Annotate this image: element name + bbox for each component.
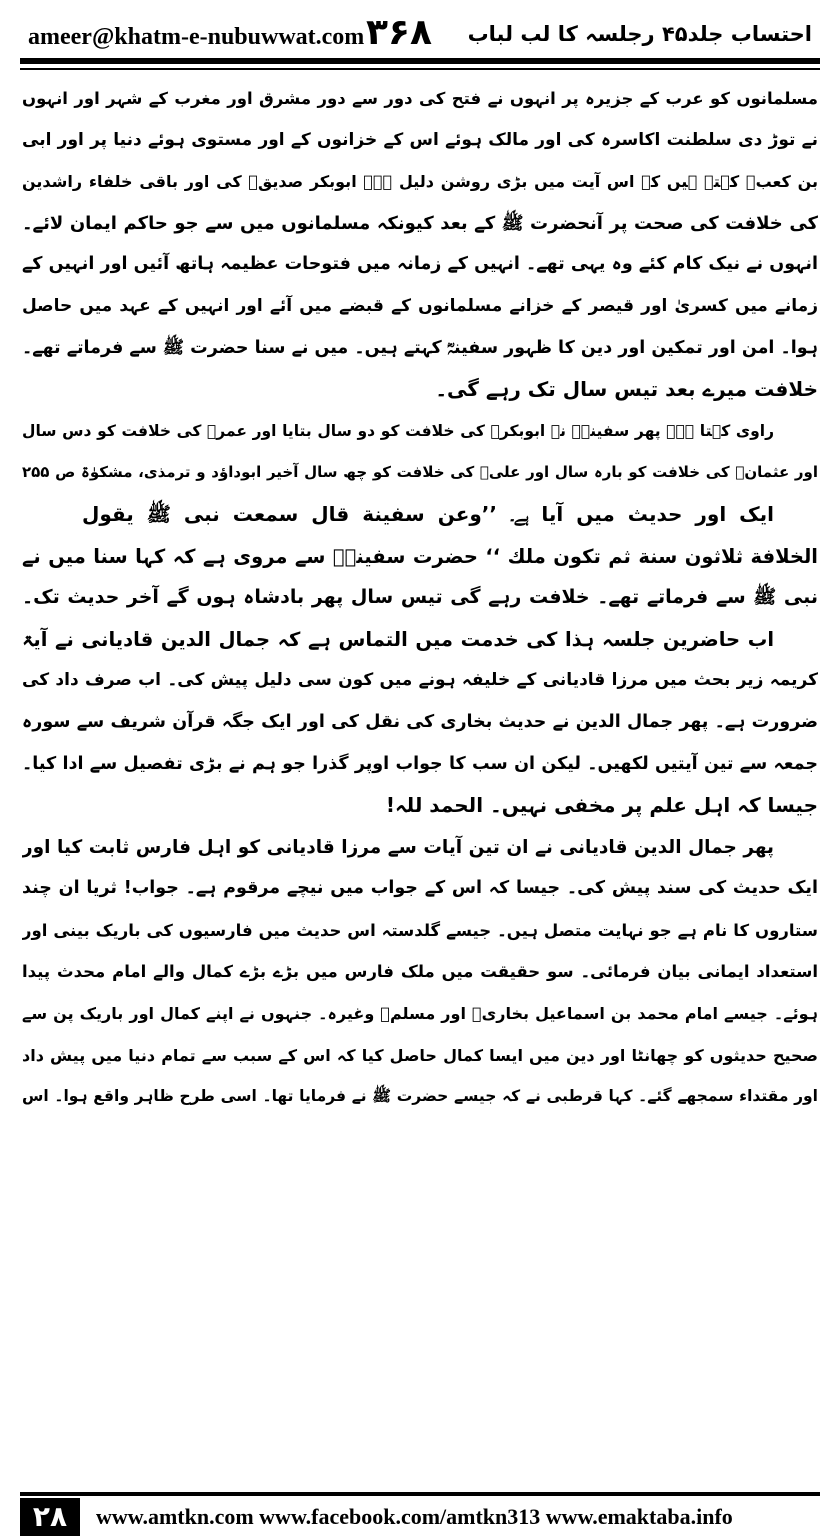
text-line: ایک حدیث کی سند پیش کی۔ جیسا کہ اس کے جواب میں نیچے مرقوم ہے۔ جواب! ثریا ان چند	[22, 878, 818, 899]
page-header	[28, 8, 812, 60]
text-line: استعداد ایمانی بیان فرمائی۔ سو حقیقت میں ملک فارس میں بڑے بڑے کمال والے امام محدث پیدا	[22, 962, 818, 982]
text-line: ہوئے۔ جیسے امام محمد بن اسماعیل بخاریؒ اور مسلمؒ وغیرہ۔ جنہوں نے اپنے کمال اور باریک پن سے	[22, 1004, 818, 1024]
text-line: جمعہ سے تین آیتیں لکھیں۔ لیکن ان سب کا جواب اوپر گذرا جو ہم نے بڑی تفصیل سے ادا کیا۔	[22, 753, 818, 774]
footer-rule	[20, 1492, 820, 1496]
text-line: ضرورت ہے۔ پھر جمال الدین نے حدیث بخاری کی نقل کی اور ایک جگہ قرآن شریف سے سورہ	[22, 711, 818, 732]
text-line: کریمہ زیر بحث میں مرزا قادیانی کے خلیفہ ہونے میں کون سی دلیل پیش کی۔ اب صرف داد کی	[22, 670, 818, 691]
text-line: زمانے میں کسریٰ اور قیصر کے خزانے مسلمانوں کے قبضے میں آئے اور انہیں کے عہد میں حاصل	[22, 295, 818, 316]
text-line: کی خلافت کی صحت پر آنحضرت ﷺ کے بعد کیونکہ مسلمانوں میں سے جو حاکم ایمان لائے۔	[22, 212, 818, 234]
text-line: مسلمانوں کو عرب کے جزیرہ پر انہوں نے فتح کی دور سے دور مشرق اور مغرب کے شہر اور انہوں	[22, 89, 818, 108]
header-page-number: ۳۶۸	[366, 12, 432, 53]
text-line: ستاروں کا نام ہے جو نہایت متصل ہیں۔ جیسے گلدستہ اس حدیث میں فارسیوں کی باریک بینی اور	[22, 920, 818, 940]
body-text	[22, 78, 818, 1118]
text-line: اور عثمانؓ کی خلافت کو بارہ سال اور علیؓ کی خلافت کو چھ سال آخیر ابوداؤد و ترمذی، مشکوٰۃ ص ۲۵۵	[22, 463, 818, 482]
text-line: نے توڑ دی سلطنت اکاسرہ کی اور مالک ہوئے اس کے خزانوں کے اور مستوی ہوئے دنیا پر اور ابی	[22, 129, 818, 150]
text-line: اب حاضرین جلسہ ہذا کی خدمت میں التماس ہے کہ جمال الدین قادیانی نے آیۃ	[22, 627, 774, 651]
text-line: ایک اور حدیث میں آیا ہے۔ ’’وعن سفينة قال سمعت نبی ﷺ يقول	[82, 501, 774, 526]
text-line: صحیح حدیثوں کو چھانٹا اور دین میں ایسا کمال حاصل کیا کہ اس کے سبب سے تمام دنیا میں پیش داد	[22, 1045, 818, 1065]
header-title: احتساب جلد۴۵ رجلسہ کا لب لباب	[467, 22, 812, 46]
text-line: خلافت میرے بعد تیس سال تک رہے گی۔	[435, 377, 818, 402]
text-line: جیسا کہ اہل علم پر مخفی نہیں۔ الحمد للہ!	[385, 793, 818, 818]
text-line: بن کعبؓ کہتے ہیں کہ اس آیت میں بڑی روشن دلیل ہے۔ ابوبکر صدیقؓ کی اور باقی خلفاء راشدین	[22, 172, 818, 192]
text-line: نبی ﷺ سے فرماتے تھے۔ خلافت رہے گی تیس سال پھر بادشاہ ہوں گے آخر حدیث تک۔	[22, 586, 818, 609]
footer-page-number: ۲۸	[20, 1498, 80, 1536]
text-line: الخلافة ثلاثون سنة ثم تكون ملك ‘‘ حضرت سفینہؓ سے مروی ہے کہ کہا سنا میں نے	[22, 544, 818, 568]
header-rule-thick	[20, 58, 820, 64]
text-line: پھر جمال الدین قادیانی نے ان تین آیات سے مرزا قادیانی کو اہل فارس ثابت کیا اور	[22, 836, 774, 858]
header-email: ameer@khatm-e-nubuwwat.com	[28, 24, 365, 50]
text-line: راوی کہتا ہے۔ پھر سفینہؓ نے ابوبکرؓ کی خلافت کو دو سال بتایا اور عمرؓ کی خلافت کو دس سال	[22, 421, 774, 440]
header-rule-thin	[20, 68, 820, 70]
text-line: ہوا۔ امن اور تمکین اور دین کا ظہور سفینہؓ کہتے ہیں۔ میں نے سنا حضرت ﷺ سے فرماتے تھے۔	[22, 337, 818, 358]
text-line: انہوں نے نیک کام کئے وہ یہی تھے۔ انہیں کے زمانہ میں فتوحات عظیمہ ہاتھ آئیں اور انہیں کے	[22, 254, 818, 275]
footer-links: www.amtkn.com www.facebook.com/amtkn313 www.emaktaba.info	[96, 1504, 733, 1529]
text-line: اور مقتداء سمجھے گئے۔ کہا قرطبی نے کہ جیسے حضرت ﷺ نے فرمایا تھا۔ اسی طرح ظاہر واقع ہوا۔ اس	[22, 1087, 818, 1106]
